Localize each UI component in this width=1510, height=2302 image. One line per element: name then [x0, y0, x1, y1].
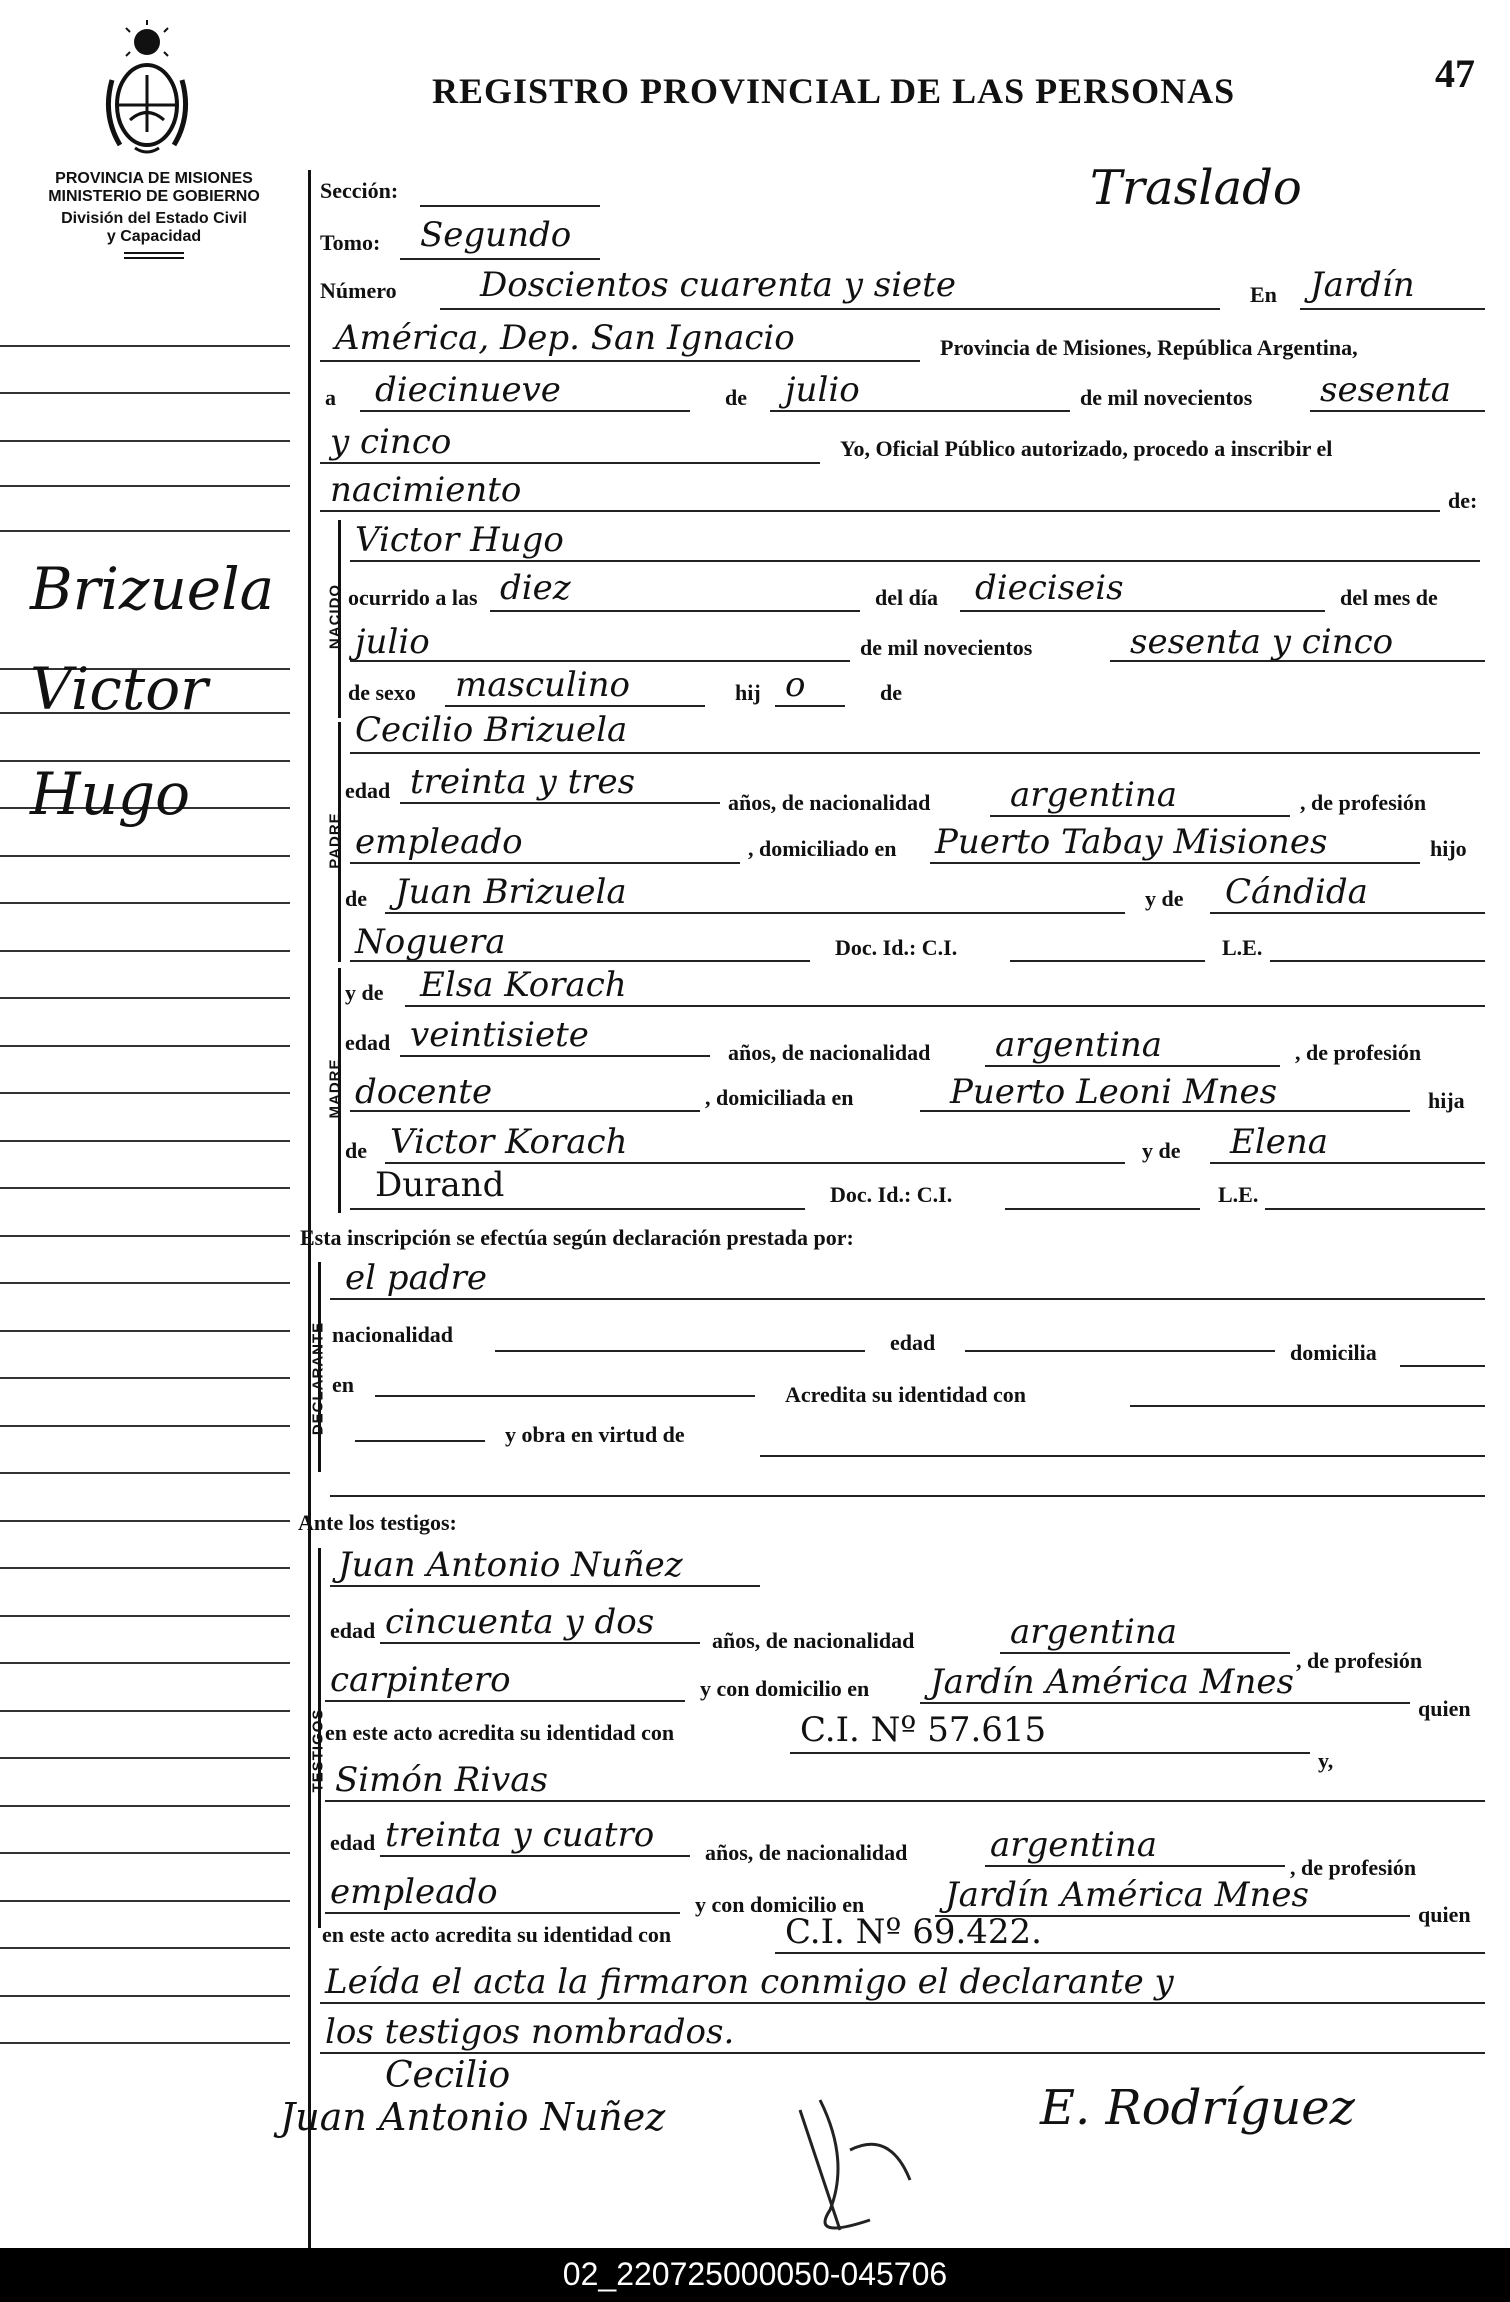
nacido-label: NACIDO	[326, 583, 344, 650]
sexo-value: masculino	[455, 665, 631, 705]
abuela-p-a: Cándida	[1225, 872, 1368, 912]
madre-doc-label: Doc. Id.: C.I.	[830, 1182, 953, 1207]
provincia-label: Provincia de Misiones, República Argentina,	[940, 335, 1358, 360]
t1-acto-label: en este acto acredita su identidad con	[325, 1720, 675, 1745]
t2-dom: Jardín América Mnes	[945, 1875, 1309, 1915]
de-mil-label: de mil novecientos	[1080, 385, 1253, 410]
padre-dom-label: , domiciliado en	[748, 836, 897, 861]
page-number: 47	[1435, 51, 1475, 96]
hij-value: o	[785, 665, 806, 705]
t2-edad-label: edad	[330, 1830, 376, 1855]
madre-dom-label: , domiciliada en	[705, 1085, 854, 1110]
anio-nac-value: sesenta y cinco	[1130, 622, 1394, 662]
t2-nac-label: años, de nacionalidad	[705, 1840, 908, 1865]
t1-quien-label: quien	[1418, 1696, 1471, 1721]
t2-quien-label: quien	[1418, 1902, 1471, 1927]
left-margin-rules	[0, 0, 300, 2260]
anio-a-value: sesenta	[1320, 370, 1451, 410]
abuela-m-b: Durand	[375, 1165, 505, 1205]
del-mes-label: del mes de	[1340, 585, 1438, 610]
de-b-label: de	[880, 680, 902, 705]
abuelo-m: Victor Korach	[390, 1122, 628, 1162]
padre-doc-label: Doc. Id.: C.I.	[835, 935, 958, 960]
declarante-en-label: en	[332, 1372, 354, 1397]
t1-dom: Jardín América Mnes	[930, 1662, 1294, 1702]
tomo-value: Segundo	[420, 215, 572, 255]
office-line-ministry: MINISTERIO DE GOBIERNO	[48, 188, 260, 205]
madre-dom: Puerto Leoni Mnes	[950, 1072, 1278, 1112]
en-value: Jardín	[1310, 265, 1415, 305]
signature-testigo: Juan Antonio Nuñez	[280, 2095, 666, 2139]
padre-edad-label: edad	[345, 778, 391, 803]
madre-le-label: L.E.	[1218, 1182, 1259, 1207]
abuela-m-y-de-label: y de	[1142, 1138, 1181, 1163]
acto-value: nacimiento	[330, 470, 522, 510]
abuelo-m-de-label: de	[345, 1138, 367, 1163]
t1-nac-label: años, de nacionalidad	[712, 1628, 915, 1653]
office-line-division: División del Estado Civil	[61, 210, 247, 227]
t2-dom-label: y con domicilio en	[695, 1892, 865, 1917]
office-line-capacity: y Capacidad	[106, 228, 202, 245]
padre-dom: Puerto Tabay Misiones	[935, 822, 1328, 862]
t1-prof: carpintero	[330, 1660, 511, 1700]
office-line-province: PROVINCIA DE MISIONES	[55, 170, 253, 187]
testigos-label: TESTIGOS	[309, 1708, 327, 1793]
seccion-label: Sección:	[320, 178, 399, 203]
top-signature: Traslado	[1090, 160, 1302, 216]
mes-value: julio	[785, 370, 860, 410]
padre-nac: argentina	[1010, 775, 1178, 815]
madre-nac-label: años, de nacionalidad	[728, 1040, 931, 1065]
signature-scribble-icon	[780, 2090, 940, 2240]
sexo-label: de sexo	[348, 680, 416, 705]
mes-nac-value: julio	[355, 622, 430, 662]
margin-surname: Brizuela	[30, 555, 275, 623]
declarante-value: el padre	[345, 1258, 487, 1298]
tomo-label: Tomo:	[320, 230, 381, 255]
declarante-obra-label: y obra en virtud de	[505, 1422, 685, 1447]
cierre-linea-2: los testigos nombrados.	[325, 2012, 735, 2052]
declarante-dom-label: domicilia	[1290, 1340, 1377, 1365]
margin-middle-name: Hugo	[30, 760, 190, 828]
de-label: de	[725, 385, 747, 410]
declarante-label: DECLARANTE	[309, 1321, 327, 1436]
cierre-linea-1: Leída el acta la firmaron conmigo el declarante y	[325, 1962, 1174, 2002]
t1-dom-label: y con domicilio en	[700, 1676, 870, 1701]
de-mil-b-label: de mil novecientos	[860, 635, 1033, 660]
signature-oficial: E. Rodríguez	[1040, 2080, 1355, 2136]
madre-label: MADRE	[326, 1058, 344, 1119]
hija-label: hija	[1428, 1088, 1465, 1113]
abuela-m-a: Elena	[1230, 1122, 1328, 1162]
yo-label: Yo, Oficial Público autorizado, procedo a inscribir el	[840, 436, 1333, 461]
t1-nac: argentina	[1010, 1612, 1178, 1652]
testigo1-nombre: Juan Antonio Nuñez	[338, 1545, 683, 1585]
numero-value: Doscientos cuarenta y siete	[480, 265, 956, 305]
abuela-p-b: Noguera	[355, 922, 506, 962]
padre-prof: empleado	[355, 822, 523, 862]
madre-nombre: Elsa Korach	[420, 965, 627, 1005]
hijo-label: hijo	[1430, 836, 1467, 861]
form-left-border	[308, 170, 311, 2260]
dia-value: diecinueve	[375, 370, 561, 410]
padre-edad: treinta y tres	[410, 762, 636, 802]
madre-edad-label: edad	[345, 1030, 391, 1055]
madre-prof: docente	[355, 1072, 493, 1112]
t2-edad: treinta y cuatro	[385, 1815, 655, 1855]
t2-doc: C.I. Nº 69.422.	[785, 1912, 1042, 1952]
t2-nac: argentina	[990, 1825, 1158, 1865]
t2-prof-label: , de profesión	[1290, 1855, 1417, 1880]
padre-prof-label: , de profesión	[1300, 790, 1427, 815]
madre-prof-label: , de profesión	[1295, 1040, 1422, 1065]
dia-nac-value: dieciseis	[975, 568, 1124, 608]
abuelo-p: Juan Brizuela	[395, 872, 627, 912]
anio-b-value: y cinco	[330, 422, 452, 462]
de-colon-label: de:	[1448, 488, 1478, 513]
a-label: a	[325, 385, 336, 410]
footer-code: 02_220725000050-045706	[562, 2256, 948, 2292]
lugar-value: América, Dep. San Ignacio	[335, 318, 795, 358]
page-title: REGISTRO PROVINCIAL DE LAS PERSONAS	[432, 71, 1236, 111]
signature-declarante: Cecilio	[385, 2055, 511, 2096]
padre-le-label: L.E.	[1222, 935, 1263, 960]
abuela-p-y-de-label: y de	[1145, 886, 1184, 911]
numero-label: Número	[320, 278, 397, 303]
madre-y-de-label: y de	[345, 980, 384, 1005]
declarante-acredita-label: Acredita su identidad con	[785, 1382, 1027, 1407]
declarante-nac-label: nacionalidad	[332, 1322, 454, 1347]
nacido-nombre: Victor Hugo	[355, 520, 564, 560]
hij-label: hij	[735, 680, 761, 705]
madre-edad: veintisiete	[410, 1015, 589, 1055]
del-dia-label: del día	[875, 585, 938, 610]
madre-nac: argentina	[995, 1025, 1163, 1065]
abuelo-p-de-label: de	[345, 886, 367, 911]
ocurrido-label: ocurrido a las	[348, 585, 478, 610]
t1-doc: C.I. Nº 57.615	[800, 1710, 1047, 1750]
declaracion-label: Esta inscripción se efectúa según declaración prestada por:	[300, 1225, 854, 1250]
margin-first-name: Victor	[30, 655, 208, 723]
t1-prof-label: , de profesión	[1296, 1648, 1423, 1673]
t2-prof: empleado	[330, 1872, 498, 1912]
t2-acto-label: en este acto acredita su identidad con	[322, 1922, 672, 1947]
t1-edad: cincuenta y dos	[385, 1602, 655, 1642]
hora-value: diez	[500, 568, 571, 608]
t1-edad-label: edad	[330, 1618, 376, 1643]
padre-nombre: Cecilio Brizuela	[355, 710, 628, 750]
t1-y-label: y,	[1318, 1748, 1334, 1773]
padre-nac-label: años, de nacionalidad	[728, 790, 931, 815]
testigos-intro-label: Ante los testigos:	[298, 1510, 457, 1535]
padre-label: PADRE	[326, 812, 344, 869]
declarante-edad-label: edad	[890, 1330, 936, 1355]
testigo2-nombre: Simón Rivas	[335, 1760, 548, 1800]
en-label: En	[1250, 282, 1277, 307]
